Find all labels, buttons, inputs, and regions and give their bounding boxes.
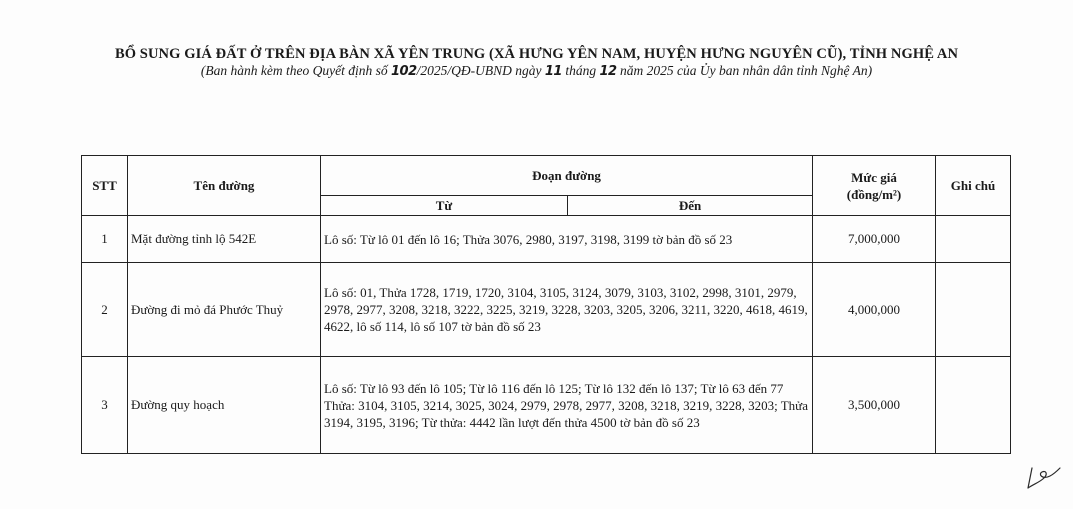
subtitle-part1: (Ban hành kèm theo Quyết định số (200, 63, 391, 78)
header-stt: STT (82, 156, 128, 216)
row-road-name: Mặt đường tỉnh lộ 542E (128, 216, 321, 263)
row-stt: 2 (82, 263, 128, 357)
row-note (936, 263, 1011, 357)
header-note: Ghi chú (936, 156, 1011, 216)
header-price (813, 156, 936, 216)
table-row (82, 216, 1011, 263)
signature-icon (1022, 458, 1062, 492)
decision-day: 11 (544, 64, 562, 79)
subtitle-part2: /2025/QĐ-UBND ngày (416, 63, 545, 78)
row-stt: 1 (82, 216, 128, 263)
subtitle-part4: năm 2025 của Ủy ban nhân dân tỉnh Nghệ An) (616, 63, 873, 78)
table-header-row (82, 156, 1011, 196)
header-segment: Đoạn đường (321, 156, 813, 196)
row-segment: Lô số: Từ lô 93 đến lô 105; Từ lô 116 đến lô 125; Từ lô 132 đến lô 137; Từ lô 63 đến 77 Thửa: 3104, 3105, 3214, 3025, 3024, 2979, 2978, 2977, 3208, 3218, 3219, 3228, 3203; Thửa 3194, 3195, 3196; Từ thửa: 4442 lần lượt đến thửa 4500 tờ bản đồ số 23 (321, 357, 813, 454)
header-price-text: Mức giá (đồng/m²) (846, 169, 902, 202)
header-road-name: Tên đường (128, 156, 321, 216)
row-road-name: Đường quy hoạch (128, 357, 321, 454)
table-row (82, 357, 1011, 454)
row-segment: Lô số: 01, Thửa 1728, 1719, 1720, 3104, 3105, 3124, 3079, 3103, 3102, 2998, 3101, 2979, 2978, 2977, 3208, 3218, 3222, 3225, 3219, 3228, 3203, 3205, 3206, 3211, 3220, 4618, 4619, 4622, lô số 114, lô số 107 tờ bản đồ số 23 (321, 263, 813, 357)
land-price-table (81, 155, 1011, 454)
row-price: 3,500,000 (813, 357, 936, 454)
row-price: 7,000,000 (813, 216, 936, 263)
subtitle-part3: tháng (561, 63, 600, 78)
row-road-name: Đường đi mỏ đá Phước Thuỷ (128, 263, 321, 357)
row-note (936, 357, 1011, 454)
header-to: Đến (568, 196, 813, 216)
document-title: BỔ SUNG GIÁ ĐẤT Ở TRÊN ĐỊA BÀN XÃ YÊN TRUNG (XÃ HƯNG YÊN NAM, HUYỆN HƯNG NGUYÊN CŨ), TỈNH NGHỆ AN (114, 46, 959, 62)
row-stt: 3 (82, 357, 128, 454)
decision-month: 12 (599, 64, 617, 79)
decision-number: 102 (391, 64, 417, 79)
row-segment: Lô số: Từ lô 01 đến lô 16; Thửa 3076, 2980, 3197, 3198, 3199 tờ bản đồ số 23 (321, 216, 813, 263)
header-from: Từ (321, 196, 568, 216)
document-subtitle (0, 63, 1073, 79)
row-price: 4,000,000 (813, 263, 936, 357)
row-note (936, 216, 1011, 263)
table-row (82, 263, 1011, 357)
